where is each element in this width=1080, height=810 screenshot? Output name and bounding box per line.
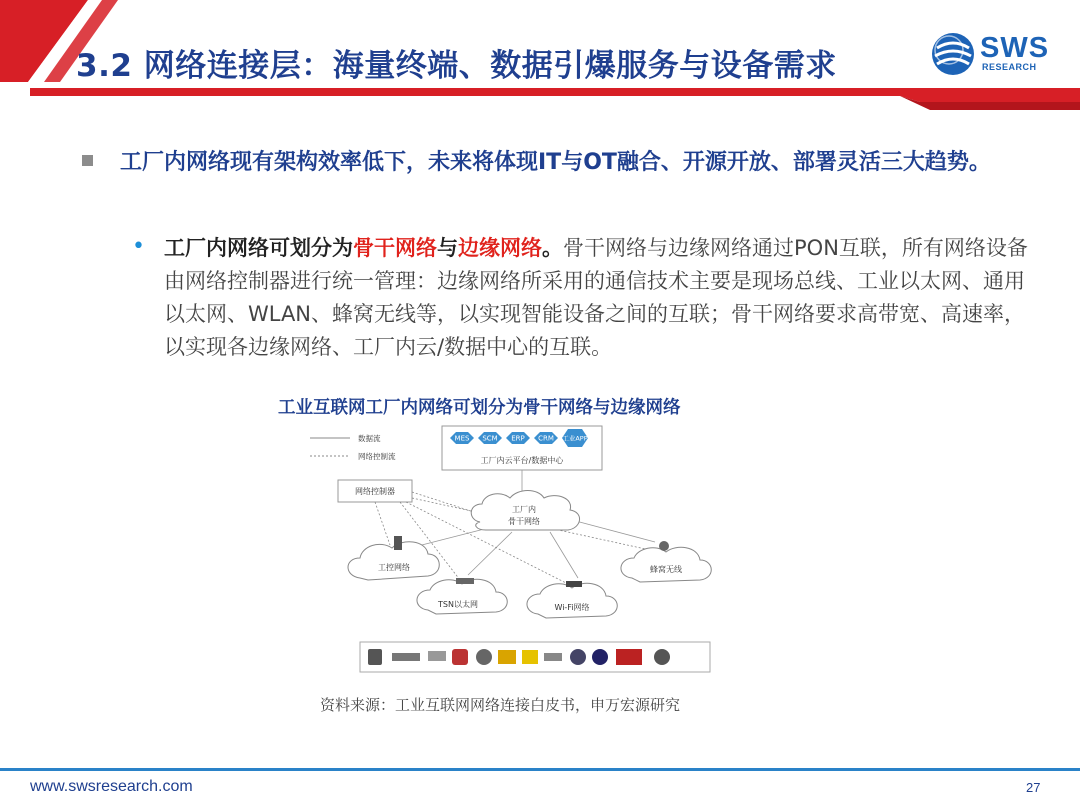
- wifi-router-icon: [566, 581, 582, 587]
- sub-bullet: [164, 232, 1034, 364]
- page-number: 27: [1026, 780, 1041, 795]
- controller-label: 网络控制器: [355, 487, 395, 496]
- sub-bullet-and: 与: [437, 236, 458, 260]
- edge-net-tsn: TSN以太网: [438, 600, 478, 609]
- app-scm: SCM: [482, 434, 498, 443]
- logo-text: SWS: [980, 32, 1050, 64]
- sub-bullet-body: 骨干网络与边缘网络通过PON互联，所有网络设备由网络控制器进行统一管理：边缘网络所采用的通信技术主要是现场总线、工业以太网、通用以太网、WLAN、蜂窝无线等，以实现智能设备之间的互联；骨干网络要求高带宽、高速率，以实现各边缘网络、工厂内云/数据中心的互联。: [164, 236, 1028, 359]
- backbone-label-2: 骨干网络: [508, 517, 540, 526]
- main-bullet: 工厂内网络现有架构效率低下，未来将体现IT与OT融合、开源开放、部署灵活三大趋势。: [120, 150, 991, 175]
- app-crm: CRM: [538, 434, 554, 443]
- highlight-backbone: 骨干网络: [353, 236, 437, 260]
- wifi-cloud: [527, 583, 617, 618]
- highlight-edge: 边缘网络: [458, 236, 542, 260]
- network-diagram: [300, 420, 740, 680]
- edge-net-cellular: 蜂窝无线: [650, 565, 682, 574]
- sub-bullet-period: 。: [542, 236, 563, 260]
- page-title: 3.2 网络连接层：海量终端、数据引爆服务与设备需求: [76, 48, 837, 84]
- cloud-platform-label: 工厂内云平台/数据中心: [480, 456, 564, 465]
- industrial-control-cloud: [348, 542, 439, 580]
- figure-title: 工业互联网工厂内网络可划分为骨干网络与边缘网络: [278, 398, 681, 418]
- source-note: 资料来源：工业互联网网络连接白皮书，申万宏源研究: [320, 696, 681, 714]
- app-mes: MES: [454, 434, 470, 443]
- tsn-switch-icon: [456, 578, 474, 584]
- logo-subtext: RESEARCH: [982, 62, 1037, 72]
- dot-bullet-icon: •: [132, 234, 145, 259]
- legend-control: 网络控制流: [358, 452, 396, 461]
- edge-net-wifi: Wi-Fi网络: [554, 603, 590, 612]
- legend-dataflow: 数据流: [358, 434, 381, 443]
- footer-divider: [0, 768, 1080, 771]
- app-industrial: 工业APP: [562, 434, 588, 443]
- antenna-icon: [659, 541, 669, 551]
- edge-net-industrial: 工控网络: [378, 563, 410, 572]
- sub-bullet-lead: 工厂内网络可划分为: [164, 236, 353, 260]
- app-erp: ERP: [511, 434, 525, 443]
- footer-url[interactable]: www.swsresearch.com: [30, 778, 193, 795]
- switch-icon: [394, 536, 402, 550]
- square-bullet-icon: [82, 155, 93, 166]
- backbone-label-1: 工厂内: [512, 505, 536, 514]
